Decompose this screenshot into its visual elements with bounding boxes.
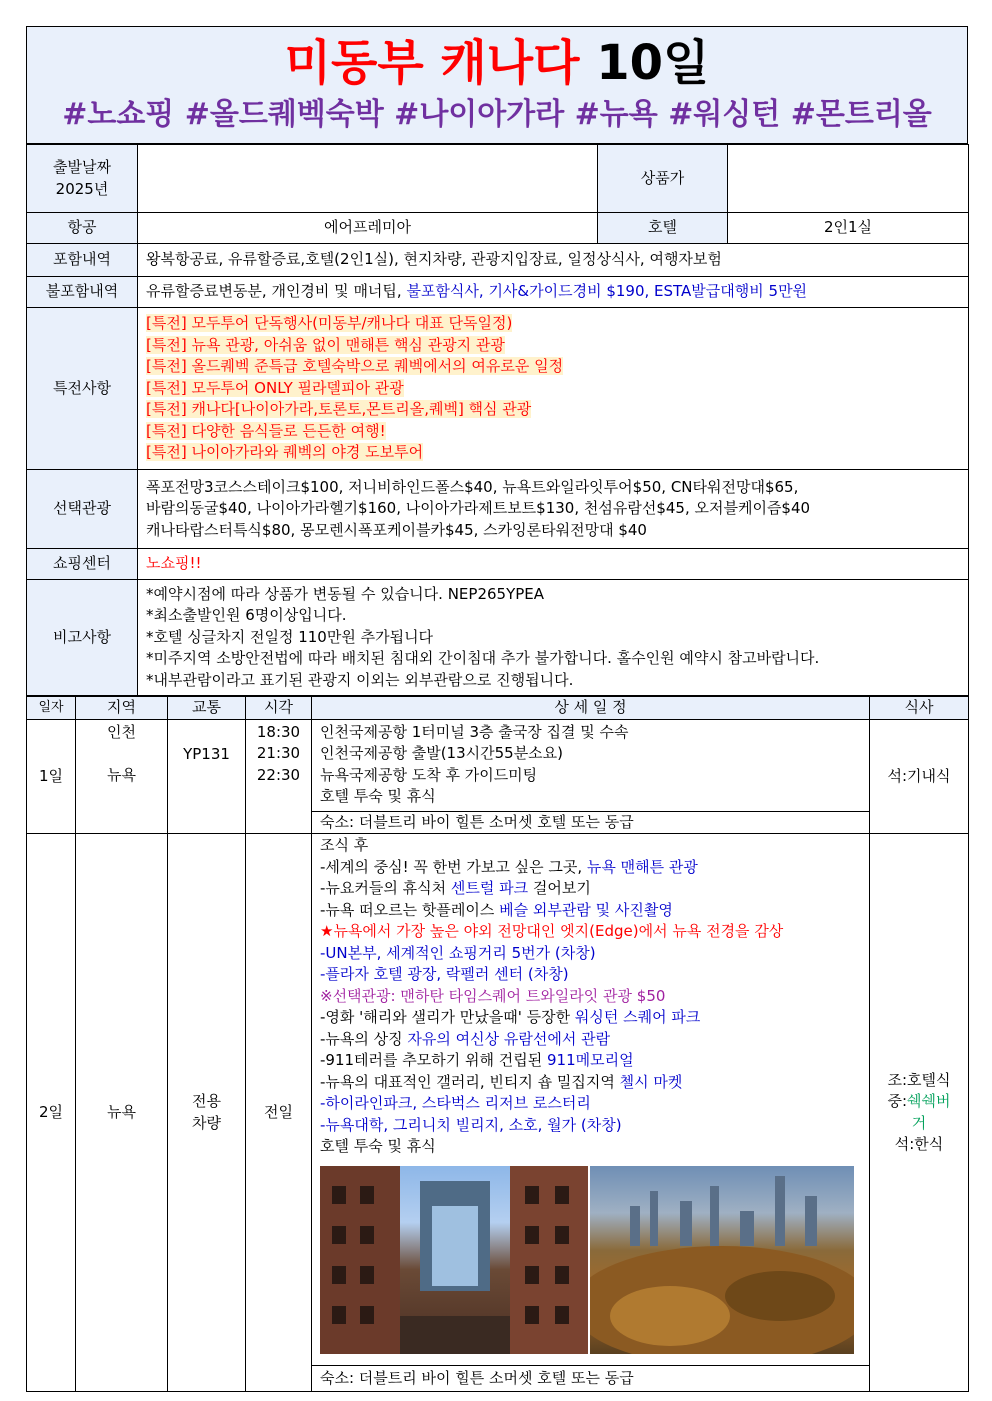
day1-transport: YP131 [168, 719, 246, 834]
special-item: [특전] 모두투어 ONLY 필라델피아 관광 [146, 378, 404, 397]
hdr-transport: 교통 [168, 697, 246, 720]
special-list [138, 308, 969, 470]
hdr-region: 지역 [76, 697, 168, 720]
price-label: 상품가 [598, 145, 728, 213]
title-banner [26, 26, 968, 144]
departure-label: 출발날짜 2025년 [27, 145, 138, 213]
special-item: [특전] 올드퀘벡 준특급 호텔숙박으로 퀘벡에서의 여유로운 일정 [146, 357, 564, 376]
remarks-list: *예약시점에 따라 상품가 변동될 수 있습니다. NEP265YPEA *최소출발인원 6명이상입니다. *호텔 싱글차지 전일정 110만원 추가됩니다 *미주지역 소방안전법에 따라 배치된 침대외 간이침대 추가 불가합니다. 홀수인원 예약시 참고바랍니다. *내부관람이라고 표기된 관광지 이외는 외부관람으로 진행됩니다. [138, 580, 969, 696]
info-table [26, 144, 969, 696]
day2-time: 전일 [246, 834, 312, 1392]
excluded-label: 불포함내역 [27, 277, 138, 308]
day2-region: 뉴욕 [76, 834, 168, 1392]
title-red: 미동부 캐나다 [284, 35, 580, 91]
day2-transport: 전용 차량 [168, 834, 246, 1392]
hdr-time: 시각 [246, 697, 312, 720]
day2-day: 2일 [27, 834, 76, 1392]
day1-day: 1일 [27, 719, 76, 834]
departure-value [138, 145, 598, 213]
price-value [728, 145, 969, 213]
included-value: 왕복항공료, 유류할증료,호텔(2인1실), 현지차량, 관광지입장료, 일정상식사, 여행자보험 [138, 244, 969, 277]
photo-strip [320, 1166, 854, 1354]
special-label: 특전사항 [27, 308, 138, 470]
hdr-detail: 상 세 일 정 [312, 697, 870, 720]
title-black: 10일 [596, 35, 710, 91]
airline-value: 에어프레미아 [138, 213, 598, 244]
manhattan-bridge-photo [320, 1166, 588, 1354]
optional-label: 선택관광 [27, 470, 138, 549]
day2-hotel: 숙소: 더블트리 바이 힐튼 소머셋 호텔 또는 동급 [312, 1366, 870, 1392]
day1-meal: 석:기내식 [870, 719, 969, 834]
airline-label: 항공 [27, 213, 138, 244]
hotel-value: 2인1실 [728, 213, 969, 244]
excluded-value: 유류할증료변동분, 개인경비 및 매너팁, 불포함식사, 기사&가이드경비 $190, ESTA발급대행비 5만원 [138, 277, 969, 308]
shopping-label: 쇼핑센터 [27, 549, 138, 580]
included-label: 포함내역 [27, 244, 138, 277]
day2-meal: 조:호텔식 중:쉑쉑버 거 석:한식 [870, 834, 969, 1392]
special-item: [특전] 모두투어 단독행사(미동부/캐나다 대표 단독일정) [146, 314, 513, 333]
day2-detail: 조식 후 -세계의 중심! 꼭 한번 가보고 싶은 그곳, 뉴욕 맨해튼 관광 -뉴요커들의 휴식처 센트럴 파크 걸어보기 -뉴욕 떠오르는 핫플레이스 베슬 외부관람 및 사진촬영 ★뉴욕에서 가장 높은 야외 전망대인 엣지(Edge)에서 뉴욕 전경을 감상 -UN본부, 세계적인 쇼핑거리 5번가 (차창) -플라자 호텔 광장, 락펠러 센터 (차창) ※선택관광: 맨하탄 타임스퀘어 트와일라잇 관광 $50 -영화 '해리와 샐리가 만났을때' 등장한 워싱턴 스퀘어 파크 -뉴욕의 상징 자유의 여신상 유람선에서 관람 -911테러를 추모하기 위해 건립된 911메모리얼 -뉴욕의 대표적인 갤러리, 빈티지 숍 밀집지역 첼시 마켓 -하이라인파크, 스타벅스 리저브 로스터리 -뉴욕대학, 그리니치 빌리지, 소호, 월가 (차창) 호텔 투숙 및 휴식 [312, 834, 870, 1366]
hdr-day: 일자 [27, 697, 76, 720]
page-title [27, 35, 967, 91]
special-item: [특전] 나이아가라와 퀘벡의 야경 도보투어 [146, 443, 424, 462]
schedule-table [26, 696, 969, 1392]
title-tags: #노쇼핑 #올드퀘벡숙박 #나이아가라 #뉴욕 #워싱턴 #몬트리올 [62, 97, 932, 132]
special-item: [특전] 뉴욕 관광, 아쉬움 없이 맨해튼 핵심 관광지 관광 [146, 335, 505, 354]
hotel-label: 호텔 [598, 213, 728, 244]
day1-hotel: 숙소: 더블트리 바이 힐튼 소머셋 호텔 또는 동급 [312, 811, 870, 834]
optional-list: 폭포전망3코스스테이크$100, 저니비하인드폴스$40, 뉴욕트와일라잇투어$50, CN타워전망대$65, 바람의동굴$40, 나이아가라헬기$160, 나이아가라제트보트$130, 천섬유람선$45, 오저블케이즘$40 캐나타랍스터특식$80, 몽모렌시폭포케이블카$45, 스카잉론타워전망대 $40 [138, 470, 969, 549]
central-park-photo [590, 1166, 854, 1354]
shopping-value: 노쇼핑!! [138, 549, 969, 580]
hdr-meal: 식사 [870, 697, 969, 720]
day1-detail: 인천국제공항 1터미널 3층 출국장 집결 및 수속 인천국제공항 출발(13시간55분소요) 뉴욕국제공항 도착 후 가이드미팅 호텔 투숙 및 휴식 [312, 719, 870, 811]
special-item: [특전] 다양한 음식들로 든든한 여행! [146, 421, 386, 440]
day1-times: 18:30 21:30 22:30 [246, 719, 312, 834]
special-item: [특전] 캐나다[나이아가라,토론토,몬트리올,퀘벡] 핵심 관광 [146, 400, 532, 419]
remarks-label: 비고사항 [27, 580, 138, 696]
day1-region: 인천 뉴욕 [76, 719, 168, 834]
